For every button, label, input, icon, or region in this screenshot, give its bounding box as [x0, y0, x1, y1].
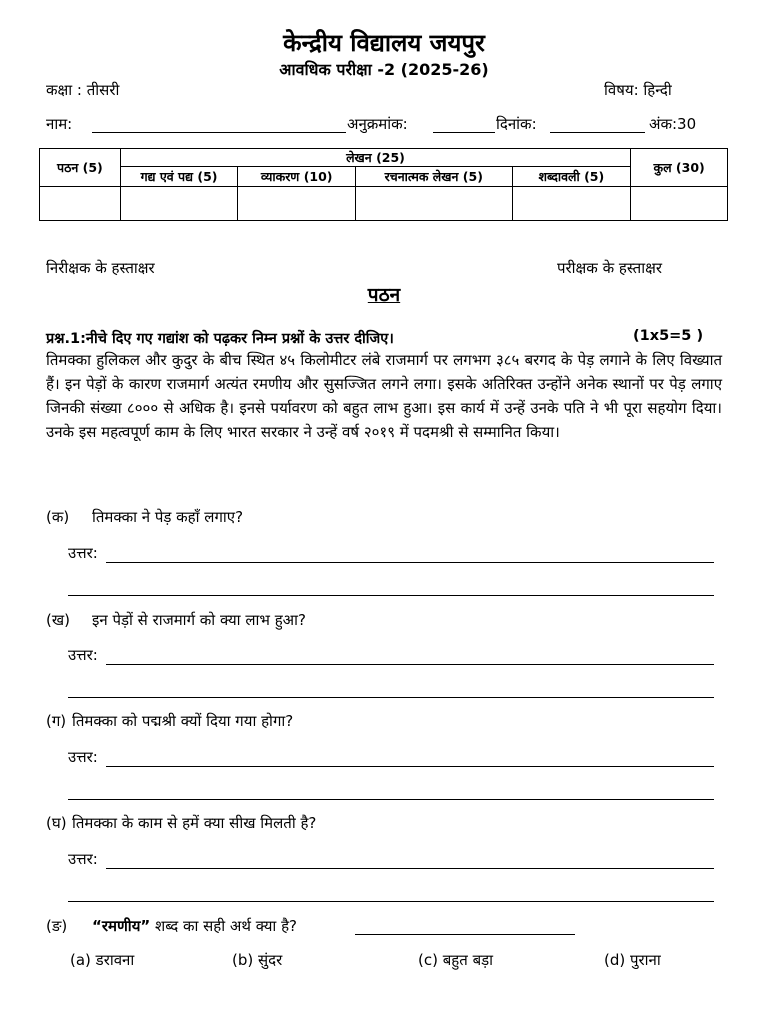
- mcq-answer-blank[interactable]: [355, 934, 575, 935]
- answer-line[interactable]: [106, 562, 714, 563]
- marks-table: [39, 148, 728, 221]
- reading-header: पठन (5): [40, 149, 121, 187]
- mcq-option-a[interactable]: (a) डरावना: [70, 951, 135, 969]
- grammar-score-cell[interactable]: [238, 187, 356, 221]
- question-marks: (1x5=5 ): [633, 328, 704, 344]
- answer-line[interactable]: [106, 766, 714, 767]
- marks-label: अंक:30: [649, 115, 697, 133]
- answer-label: उत्तर:: [68, 850, 98, 868]
- subquestion-number: (ग): [46, 712, 67, 730]
- creative-header: रचनात्मक लेखन (5): [356, 167, 513, 187]
- subquestion-text: इन पेड़ों से राजमार्ग को क्या लाभ हुआ?: [92, 611, 306, 629]
- date-blank[interactable]: [550, 132, 645, 133]
- subquestion-number: (घ): [46, 814, 67, 832]
- answer-label: उत्तर:: [68, 544, 98, 562]
- prose-score-cell[interactable]: [120, 187, 238, 221]
- class-label: कक्षा : तीसरी: [46, 81, 120, 99]
- answer-line[interactable]: [68, 595, 714, 596]
- subquestion-text: तिमक्का के काम से हमें क्या सीख मिलती है?: [72, 814, 317, 832]
- answer-line[interactable]: [68, 697, 714, 698]
- mcq-number: (ङ): [46, 917, 68, 935]
- answer-line[interactable]: [106, 664, 714, 665]
- exam-title: आवधिक परीक्षा -2 (2025-26): [279, 60, 489, 79]
- subquestion-number: (ख): [46, 611, 70, 629]
- invigilator-signature: निरीक्षक के हस्ताक्षर: [46, 259, 155, 277]
- total-header: कुल (30): [631, 149, 728, 187]
- mcq-option-c[interactable]: (c) बहुत बड़ा: [418, 951, 494, 969]
- mcq-text: शब्द का सही अर्थ क्या है?: [150, 917, 298, 935]
- name-blank[interactable]: [92, 132, 346, 133]
- roll-label: अनुक्रमांक:: [347, 115, 408, 133]
- mcq-word: “रमणीय”: [92, 917, 151, 935]
- answer-line[interactable]: [106, 868, 714, 869]
- vocab-score-cell[interactable]: [512, 187, 631, 221]
- answer-label: उत्तर:: [68, 646, 98, 664]
- answer-line[interactable]: [68, 799, 714, 800]
- name-label: नाम:: [46, 115, 73, 133]
- mcq-option-d[interactable]: (d) पुराना: [604, 951, 661, 969]
- vocab-header: शब्दावली (5): [512, 167, 631, 187]
- grammar-header: व्याकरण (10): [238, 167, 356, 187]
- subquestion-text: तिमक्का ने पेड़ कहाँ लगाए?: [92, 508, 244, 526]
- creative-score-cell[interactable]: [356, 187, 513, 221]
- school-title: केन्द्रीय विद्यालय जयपुर: [283, 29, 485, 57]
- answer-line[interactable]: [68, 901, 714, 902]
- mcq-option-b[interactable]: (b) सुंदर: [232, 951, 283, 969]
- writing-header: लेखन (25): [120, 149, 630, 167]
- subquestion-text: तिमक्का को पद्मश्री क्यों दिया गया होगा?: [72, 712, 294, 730]
- roll-blank[interactable]: [433, 132, 495, 133]
- date-label: दिनांक:: [496, 115, 537, 133]
- total-score-cell[interactable]: [631, 187, 728, 221]
- section-title: पठन: [367, 284, 401, 306]
- subquestion-number: (क): [46, 508, 70, 526]
- examiner-signature: परीक्षक के हस्ताक्षर: [557, 259, 662, 277]
- question-heading: प्रश्न.1:नीचे दिए गए गद्यांश को पढ़कर निम्न प्रश्नों के उत्तर दीजिए।: [46, 331, 394, 347]
- mcq-question: [92, 916, 297, 936]
- reading-score-cell[interactable]: [40, 187, 121, 221]
- prose-poetry-header: गद्य एवं पद्य (5): [120, 167, 238, 187]
- subject-label: विषय: हिन्दी: [604, 81, 672, 99]
- passage: तिमक्का हुलिकल और कुदुर के बीच स्थित ४५ किलोमीटर लंबे राजमार्ग पर लगभग ३८५ बरगद के पेड़ लगाने के लिए विख्यात हैं। इन पेड़ों के कारण राजमार्ग अत्यंत रमणीय और सुसज्जित लगने लगा। इसके अतिरिक्त उन्होंने अनेक स्थानों पर पेड़ लगाए जिनकी संख्या ८००० से अधिक है। इनसे पर्यावरण को बहुत लाभ हुआ। इस कार्य में उन्हें उनके पति ने भी पूरा सहयोग दिया। उनके इस महत्वपूर्ण काम के लिए भारत सरकार ने उन्हें वर्ष २०१९ में पदमश्री से सम्मानित किया।: [46, 351, 722, 441]
- answer-label: उत्तर:: [68, 748, 98, 766]
